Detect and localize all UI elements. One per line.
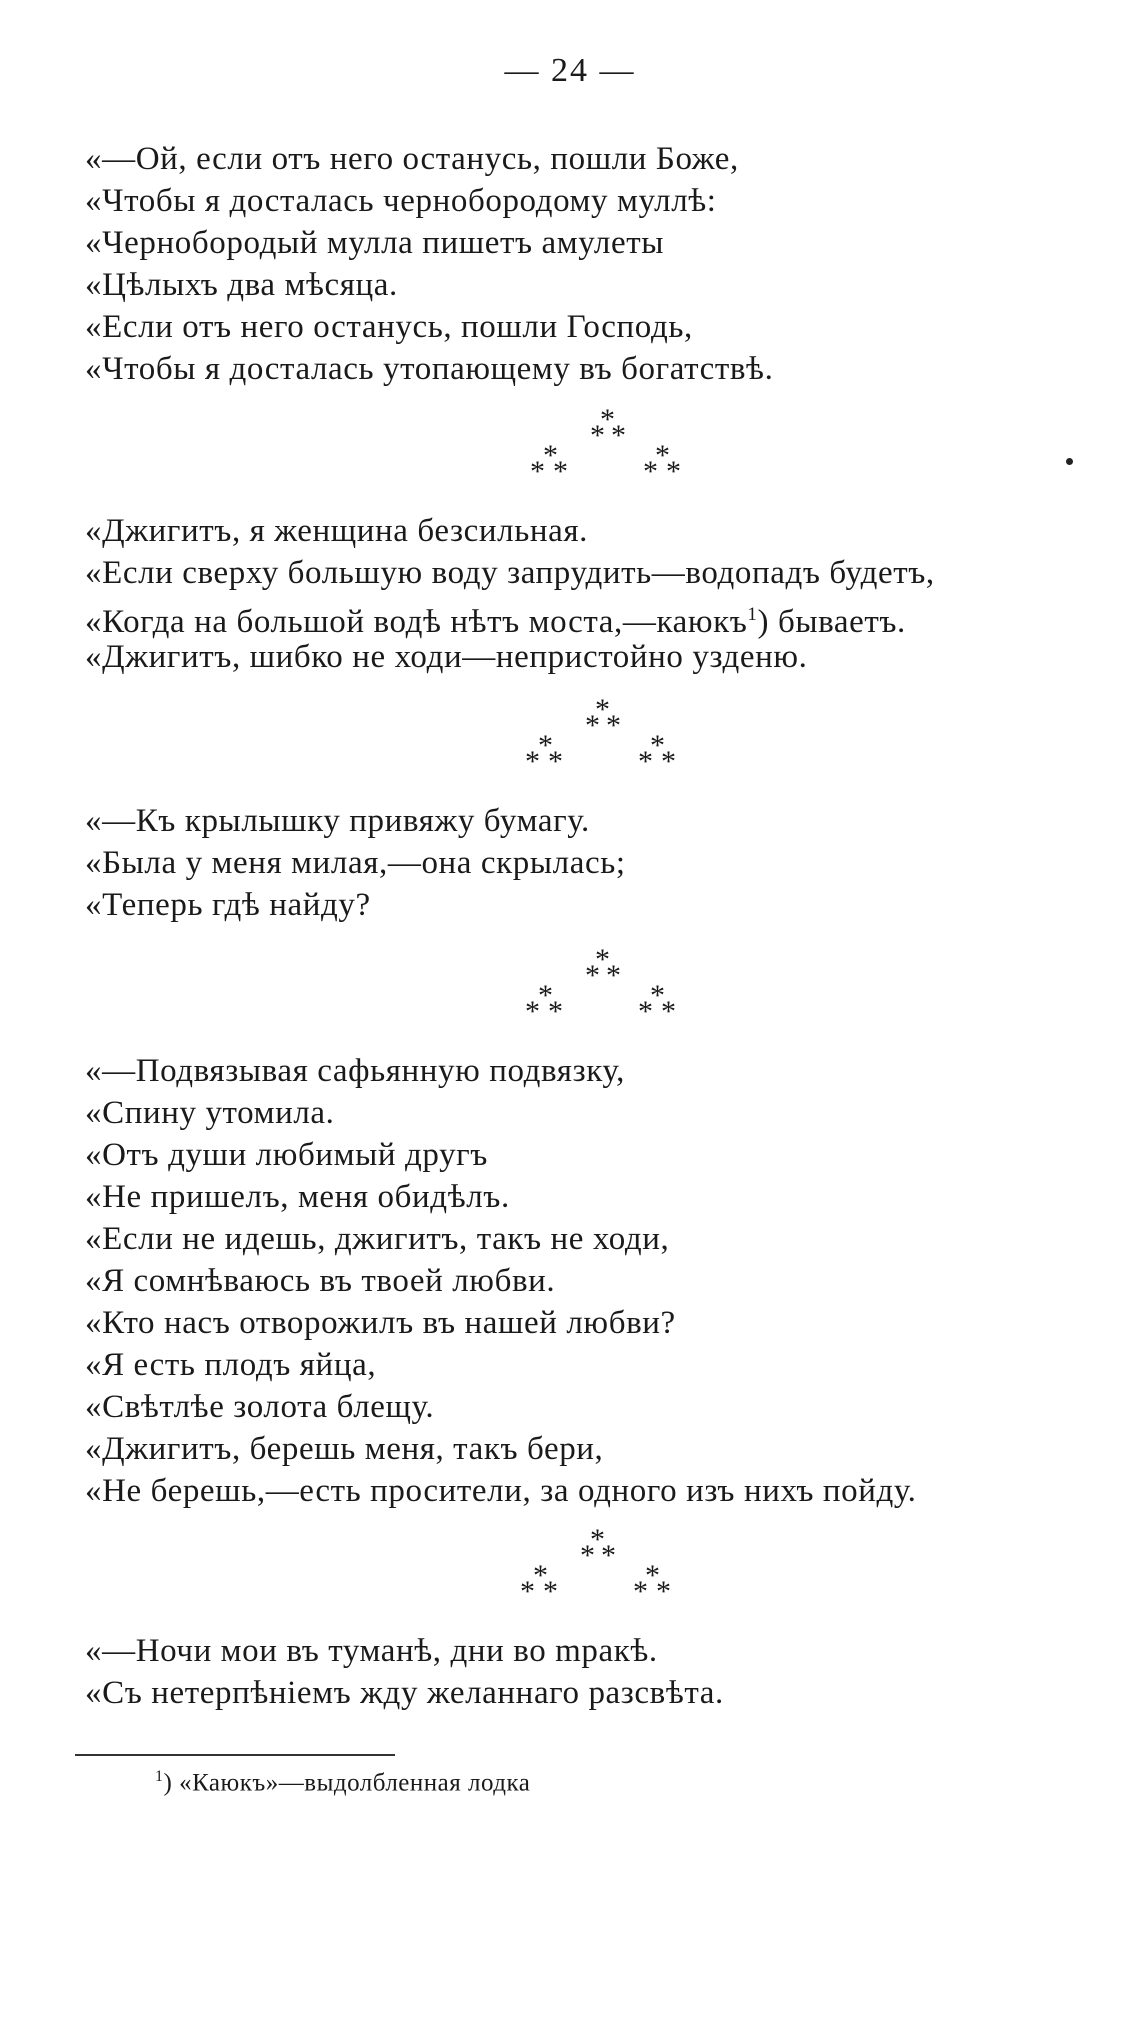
verse-line: «—Къ крылышку привяжу бумагу. (85, 803, 590, 839)
footnote (155, 1768, 530, 1797)
verse-line: «Цѣлыхъ два мѣсяца. (85, 267, 398, 303)
ink-speck (1066, 458, 1073, 465)
verse-line: «Если отъ него останусь, пошли Господь, (85, 309, 693, 345)
asterisk-glyph: * (533, 1559, 548, 1592)
verse-line: «Чтобы я досталась утопающему въ богатствѣ. (85, 351, 774, 387)
verse-line: «Джигитъ, я женщина безсильная. (85, 513, 588, 549)
verse-line: «Не пришелъ, меня обидѣлъ. (85, 1179, 510, 1215)
asterisk-glyph: * (650, 979, 665, 1012)
asterism-divider (510, 943, 710, 1028)
stanza-3 (85, 800, 1105, 926)
stanza-5 (85, 1630, 1105, 1714)
asterisk-glyph: * (633, 1575, 648, 1608)
footnote-mark: 1 (155, 1768, 164, 1785)
verse-line: «Чернобородый мулла пишетъ амулеты (85, 225, 665, 261)
asterisk-glyph: * (661, 995, 676, 1028)
asterisk-glyph: * (543, 439, 558, 472)
asterisk-glyph: * (553, 455, 568, 488)
stanza-4 (85, 1050, 1105, 1512)
asterisk-glyph: * (600, 403, 615, 436)
asterisk-glyph: * (638, 995, 653, 1028)
verse-line: «Джигитъ, берешь меня, такъ бери, (85, 1431, 604, 1467)
asterisk-glyph: * (520, 1575, 535, 1608)
verse-line: «Не берешь,—есть просители, за одного изъ нихъ пойду. (85, 1473, 917, 1509)
verse-line: «Была у меня милая,—она скрылась; (85, 845, 626, 881)
footnote-reference: 1 (747, 604, 758, 625)
verse-line: «Отъ души любимый другъ (85, 1137, 488, 1173)
asterisk-glyph: * (590, 419, 605, 452)
verse-line-text: «Когда на большой водѣ нѣтъ моста,—каюкъ (85, 604, 748, 640)
asterisk-glyph: * (666, 455, 681, 488)
verse-line: «—Ой, если отъ него останусь, пошли Боже, (85, 141, 739, 177)
verse-line: «—Подвязывая сафьянную подвязку, (85, 1053, 626, 1089)
verse-line: «Спину утомила. (85, 1095, 335, 1131)
asterisk-glyph: * (595, 943, 610, 976)
verse-line: «Джигитъ, шибко не ходи—непристойно узденю. (85, 639, 808, 675)
asterisk-glyph: * (638, 745, 653, 778)
asterisk-glyph: * (538, 729, 553, 762)
asterism-divider (505, 1523, 705, 1608)
verse-line: «Если сверху большую воду запрудить—водопадъ будетъ, (85, 555, 935, 591)
verse-line-tail: ) бываетъ. (757, 604, 906, 640)
verse-line (85, 594, 1105, 640)
asterisk-glyph: * (611, 419, 626, 452)
footnote-separator (75, 1754, 395, 1756)
asterism-divider (510, 693, 710, 778)
verse-line: «Я есть плодъ яйца, (85, 1347, 377, 1383)
verse-line: «Я сомнѣваюсь въ твоей любви. (85, 1263, 556, 1299)
asterisk-glyph: * (661, 745, 676, 778)
asterisk-glyph: * (601, 1539, 616, 1572)
asterisk-glyph: * (548, 995, 563, 1028)
page-number: — 24 — (504, 52, 636, 89)
asterisk-glyph: * (585, 959, 600, 992)
asterisk-glyph: * (606, 959, 621, 992)
asterisk-glyph: * (538, 979, 553, 1012)
verse-line: «—Ночи мои въ туманѣ, дни во mракѣ. (85, 1633, 658, 1669)
verse-line: «Если не идешь, джигитъ, такъ не ходи, (85, 1221, 670, 1257)
stanza-1 (85, 138, 1105, 390)
verse-line: «Свѣтлѣе золота блещу. (85, 1389, 435, 1425)
asterisk-glyph: * (590, 1523, 605, 1556)
asterisk-glyph: * (530, 455, 545, 488)
verse-line: «Кто насъ отворожилъ въ нашей любви? (85, 1305, 676, 1341)
asterisk-glyph: * (595, 693, 610, 726)
stanza-2 (85, 510, 1105, 678)
asterisk-glyph: * (543, 1575, 558, 1608)
asterisk-glyph: * (643, 455, 658, 488)
asterism-divider (515, 403, 715, 488)
asterisk-glyph: * (525, 745, 540, 778)
footnote-text: ) «Каюкъ»—выдолбленная лодка (163, 1769, 531, 1797)
verse-line: «Теперь гдѣ найду? (85, 887, 371, 923)
asterisk-glyph: * (650, 729, 665, 762)
verse-line: «Чтобы я досталась чернобородому муллѣ: (85, 183, 717, 219)
asterisk-glyph: * (606, 709, 621, 742)
asterisk-glyph: * (655, 439, 670, 472)
verse-line: «Съ нетерпѣніемъ жду желаннаго разсвѣта. (85, 1675, 724, 1711)
asterisk-glyph: * (548, 745, 563, 778)
asterisk-glyph: * (645, 1559, 660, 1592)
asterisk-glyph: * (585, 709, 600, 742)
asterisk-glyph: * (580, 1539, 595, 1572)
asterisk-glyph: * (525, 995, 540, 1028)
asterisk-glyph: * (656, 1575, 671, 1608)
